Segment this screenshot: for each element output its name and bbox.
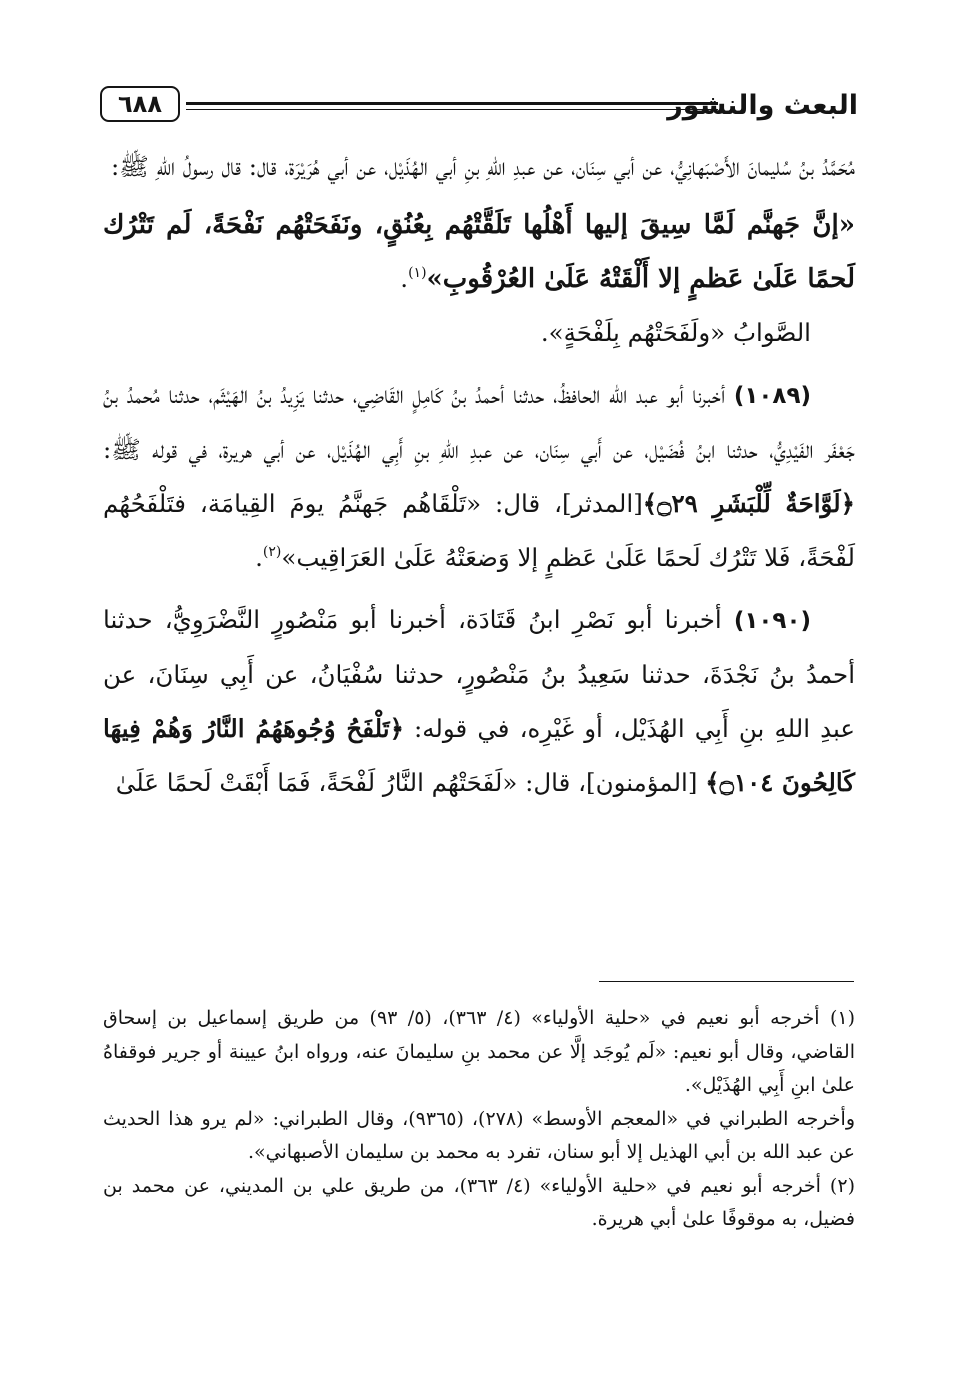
footnotes (103, 1002, 855, 1237)
header-rule (186, 102, 718, 105)
paragraph-1089 (103, 368, 855, 585)
quran-verse-1089: ﴿لَوَّاحَةٌ لِّلْبَشَرِ ۝٢٩﴾ (642, 489, 855, 518)
footnote-1-continued: وأخرجه الطبراني في «المعجم الأوسط» (٢٧٨)، (٩٣٦٥)، وقال الطبراني: «لم يرو هذا الحديث عن عبد الله بن أبي الهذيل إلا أبو سنان، تفرد به محمد بن سليمان الأصبهاني». (103, 1107, 855, 1163)
text-1090-b: [المؤمنون]، قال: «لَفَحَتْهُم النَّارُ لَفْحَةً، فَمَا أَبْقَتْ لَحمًا عَلَىٰ (115, 768, 698, 797)
text-1089-b: [المدثر]، قال: «تَلْقَاهُم جَهنَّمُ يومَ القِيامَة، فتَلْفَحُهُم لَفْحَةً، فَلا تَتْرُك لَحمًا عَلَىٰ عَظمٍ إلا وَضعَتْهُ عَلَىٰ العَرَاقِيب» (103, 489, 855, 572)
hadith-end: . (400, 264, 409, 293)
text-1089-end: . (255, 543, 263, 572)
page-number: ٦٨٨ (100, 86, 180, 122)
header-rule-thin (186, 109, 718, 110)
running-header (100, 82, 858, 130)
paragraph-1090 (103, 593, 855, 810)
footnote-2: (٢) أخرجه أبو نعيم في «حلية الأولياء» (٤/ ٣٦٣)، من طريق علي بن المديني، عن محمد بن فضيل، به موقوفًا علىٰ أبي هريرة. (103, 1174, 855, 1230)
book-title: البعث والنشور (667, 90, 858, 121)
footnote-ref-1: (١) (408, 265, 427, 281)
text-1089-a: أخبرنا أبو عبد الله الحافظُ، حدثنا أحمدُ بنُ كَامِلٍ القَاضِي، حدثنا يَزِيدُ بنُ الهَيْثَم، حدثنا مُحمدُ بنُ جَعْفَر الفَيْدِيُّ، حدثنا ابنُ فُضَيْل، عن أَبي سِنَان، عن عبدِ اللهِ بنِ أَبِي الهُذَيْل، عن أبي هريرة، في قوله ﷺ: (103, 380, 855, 464)
hadith-text: «إنَّ جَهنَّم لَمَّا سِيقَ إليها أَهْلُها تَلَقَّتْهُم بِعُنُقٍ، ونَفَحَتْهُم نَفْحَةً، لَم تَتْرُك لَحمًا عَلَىٰ عَظمٍ إلا أَلْقَتْهُ عَلَىٰ العُرْقُوبِ» (103, 210, 855, 294)
footnote-1: (١) أخرجه أبو نعيم في «حلية الأولياء» (٤/ ٣٦٣)، (٥/ ٩٣) من طريق إسماعيل بن إسحاق القاضي، وقال أبو نعيم: «لَم يُوجَد إلَّا عن محمد بنِ سليمانَ عنه، ورواه ابنُ عيينة أو جرير فوقفاهُ علىٰ ابنِ أَبِي الهُذَيْل». (103, 1007, 856, 1096)
narration-number-1089: (١٠٨٩) (733, 383, 811, 409)
footnote-separator (599, 981, 854, 982)
text-1090-a: أخبرنا أبو نَصْرِ ابنُ قَتَادَة، أخبرنا أبو مَنْصُورٍ النَّضْرَوِيُّ، حدثنا أحمدُ بنُ نَجْدَةَ، حدثنا سَعِيدُ بنُ مَنْصُورٍ، حدثنا سُفْيَانُ، عن أَبِي سِنَانَ، عن عبدِ اللهِ بنِ أَبِي الهُذَيْل، أو غَيْرِه، في قوله: (103, 605, 855, 743)
main-text (103, 140, 855, 810)
paragraph-isnad: مُحَمَّدُ بنُ سُليمانَ الأَصْبَهانِيُّ، عن أبي سِنَان، عن عبدِ اللهِ بنِ أبي الهُذَيْل، عن أبي هُرَيْرَة، قال: قال رسولُ اللهِ ﷺ: (110, 152, 855, 181)
quran-verse-1090: ﴿تَلْفَحُ وُجُوهَهُمُ النَّارُ وَهُمْ فِيهَا كَالِحُونَ ۝١٠٤﴾ (103, 714, 855, 797)
paragraph-hadith (103, 198, 855, 306)
narration-number-1090: (١٠٩٠) (733, 608, 811, 634)
paragraph-correction (103, 306, 855, 360)
correction-text: الصَّوابُ «ولَفَحَتْهُم بِلَفْحَةٍ». (540, 318, 811, 347)
footnote-ref-2: (٢) (262, 544, 282, 560)
